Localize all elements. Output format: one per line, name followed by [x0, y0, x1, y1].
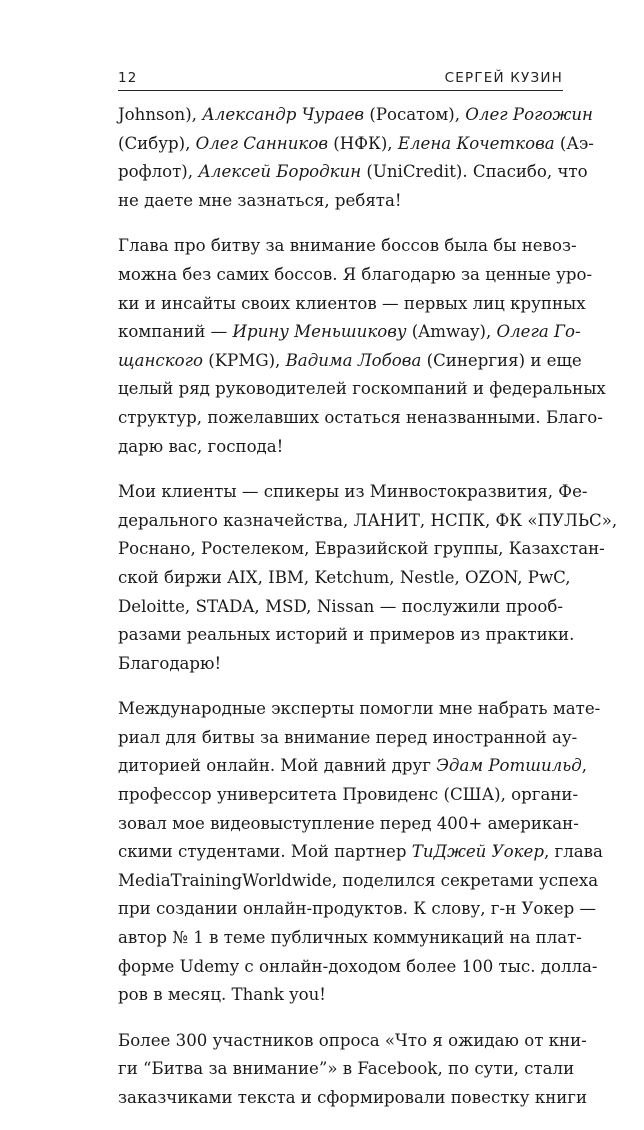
- text-line: [118, 318, 581, 347]
- text-line: [118, 347, 582, 376]
- text-line: [118, 375, 606, 404]
- paragraph: [118, 101, 594, 215]
- text-run: профессор университета Провиденс (США), органи-: [118, 785, 579, 805]
- text-run: дерального казначейства, ЛАНИТ, НСПК, ФК «ПУЛЬС»,: [118, 510, 618, 530]
- text-line: [118, 232, 577, 261]
- body-text: [118, 101, 618, 1130]
- text-run: риал для битвы за внимание перед иностранной ау-: [118, 727, 578, 747]
- italic-name: Олег Санников: [195, 133, 328, 153]
- text-run: компаний —: [118, 322, 233, 342]
- text-run: автор № 1 в теме публичных коммуникаций на плат-: [118, 928, 582, 948]
- text-line: [118, 187, 563, 216]
- text-run: (Аэ-: [554, 133, 594, 153]
- text-line: [118, 895, 597, 924]
- text-run: Мои клиенты — спикеры из Минвостокразвития, Фе-: [118, 482, 588, 502]
- text-line: [118, 1055, 575, 1084]
- running-header-author: СЕРГЕЙ КУЗИН: [444, 70, 563, 86]
- text-run: при создании онлайн-продуктов. К слову, г-н Уокер —: [118, 899, 597, 919]
- text-run: диторией онлайн. Мой давний друг: [118, 756, 437, 776]
- italic-name: Олег Рогожин: [465, 105, 593, 124]
- text-line: [118, 953, 598, 982]
- text-run: можна без самих боссов. Я благодарю за ценные уро-: [118, 264, 593, 284]
- text-line: [118, 507, 618, 536]
- text-run: зовал мое видеовыступление перед 400+ американ-: [118, 813, 579, 833]
- italic-name: ТиДжей Уокер: [411, 842, 544, 862]
- text-line: [118, 1027, 587, 1056]
- italic-name: Алексей Бородкин: [198, 162, 362, 182]
- text-run: не даете мне зазнаться, ребята!: [118, 190, 402, 210]
- text-line: [118, 564, 571, 593]
- text-run: структур, пожелавших остаться неназванными. Благо-: [118, 407, 603, 427]
- text-run: Johnson),: [118, 105, 203, 124]
- text-run: Глава про битву за внимание боссов была бы невоз-: [118, 236, 577, 256]
- text-line: [118, 101, 593, 130]
- text-run: Международные эксперты помогли мне набрать мате-: [118, 699, 601, 719]
- italic-name: Олега Го-: [496, 322, 581, 342]
- text-run: (KPMG),: [203, 350, 286, 370]
- text-run: (UniCredit). Спасибо, что: [361, 162, 588, 182]
- text-line: [118, 752, 588, 781]
- text-line: [118, 433, 563, 462]
- text-line: [118, 535, 605, 564]
- text-run: (НФК),: [328, 133, 398, 153]
- text-run: разами реальных историй и примеров из практики.: [118, 625, 575, 645]
- text-line: [118, 261, 593, 290]
- text-run: целый ряд руководителей госкомпаний и федеральных: [118, 379, 606, 399]
- text-run: ской биржи AIX, IBM, Ketchum, Nestle, OZON, PwC,: [118, 567, 571, 587]
- text-run: Более 300 участников опроса «Что я ожидаю от кни-: [118, 1030, 587, 1050]
- text-line: [118, 130, 594, 159]
- text-run: рофлот),: [118, 162, 199, 182]
- paragraph: [118, 1027, 588, 1113]
- text-line: [118, 781, 579, 810]
- italic-name: Александр Чураев: [202, 105, 365, 124]
- text-run: скими студентами. Мой партнер: [118, 842, 412, 862]
- text-run: ки и инсайты своих клиентов — первых лиц крупных: [118, 293, 586, 313]
- text-run: дарю вас, господа!: [118, 436, 284, 456]
- text-line: [118, 810, 579, 839]
- text-run: Deloitte, STADA, MSD, Nissan — послужили прооб-: [118, 596, 563, 616]
- italic-name: Вадима Лобова: [285, 350, 422, 370]
- text-run: , глава: [543, 842, 603, 862]
- paragraph: [118, 478, 618, 678]
- text-line: [118, 404, 603, 433]
- italic-name: Ирину Меньшикову: [232, 322, 407, 342]
- text-run: форме Udemy с онлайн-доходом более 100 тыс. долла-: [118, 956, 598, 976]
- text-run: (Росатом),: [364, 105, 466, 124]
- text-line: [118, 838, 603, 867]
- paragraph: [118, 695, 603, 1010]
- running-header: [118, 70, 563, 91]
- text-line: [118, 621, 575, 650]
- text-line: [118, 593, 563, 622]
- text-line: [118, 158, 588, 187]
- text-line: [118, 290, 586, 319]
- text-run: Благодарю!: [118, 653, 222, 673]
- paragraph: [118, 232, 606, 461]
- text-line: [118, 1084, 588, 1113]
- text-line: [118, 695, 601, 724]
- text-line: [118, 867, 599, 896]
- text-run: Роснано, Ростелеком, Евразийской группы, Казахстан-: [118, 539, 605, 559]
- text-run: ров в месяц. Thank you!: [118, 985, 326, 1005]
- text-run: MediaTrainingWorldwide, поделился секретами успеха: [118, 870, 599, 890]
- italic-name: Эдам Ротшильд: [436, 756, 582, 776]
- text-line: [118, 650, 563, 679]
- page-number: 12: [118, 70, 138, 86]
- text-line: [118, 924, 582, 953]
- text-run: ги “Битва за внимание”» в Facebook, по сути, стали: [118, 1059, 575, 1079]
- text-run: (Синергия) и еще: [421, 350, 582, 370]
- italic-name: Елена Кочеткова: [397, 133, 555, 153]
- text-run: (Amway),: [406, 322, 497, 342]
- text-line: [118, 724, 578, 753]
- italic-name: щанского: [118, 350, 204, 370]
- text-line: [118, 478, 588, 507]
- text-run: заказчиками текста и сформировали повестку книги: [118, 1088, 588, 1107]
- text-run: (Сибур),: [118, 133, 196, 153]
- text-run: ,: [581, 756, 588, 776]
- text-line: [118, 981, 563, 1010]
